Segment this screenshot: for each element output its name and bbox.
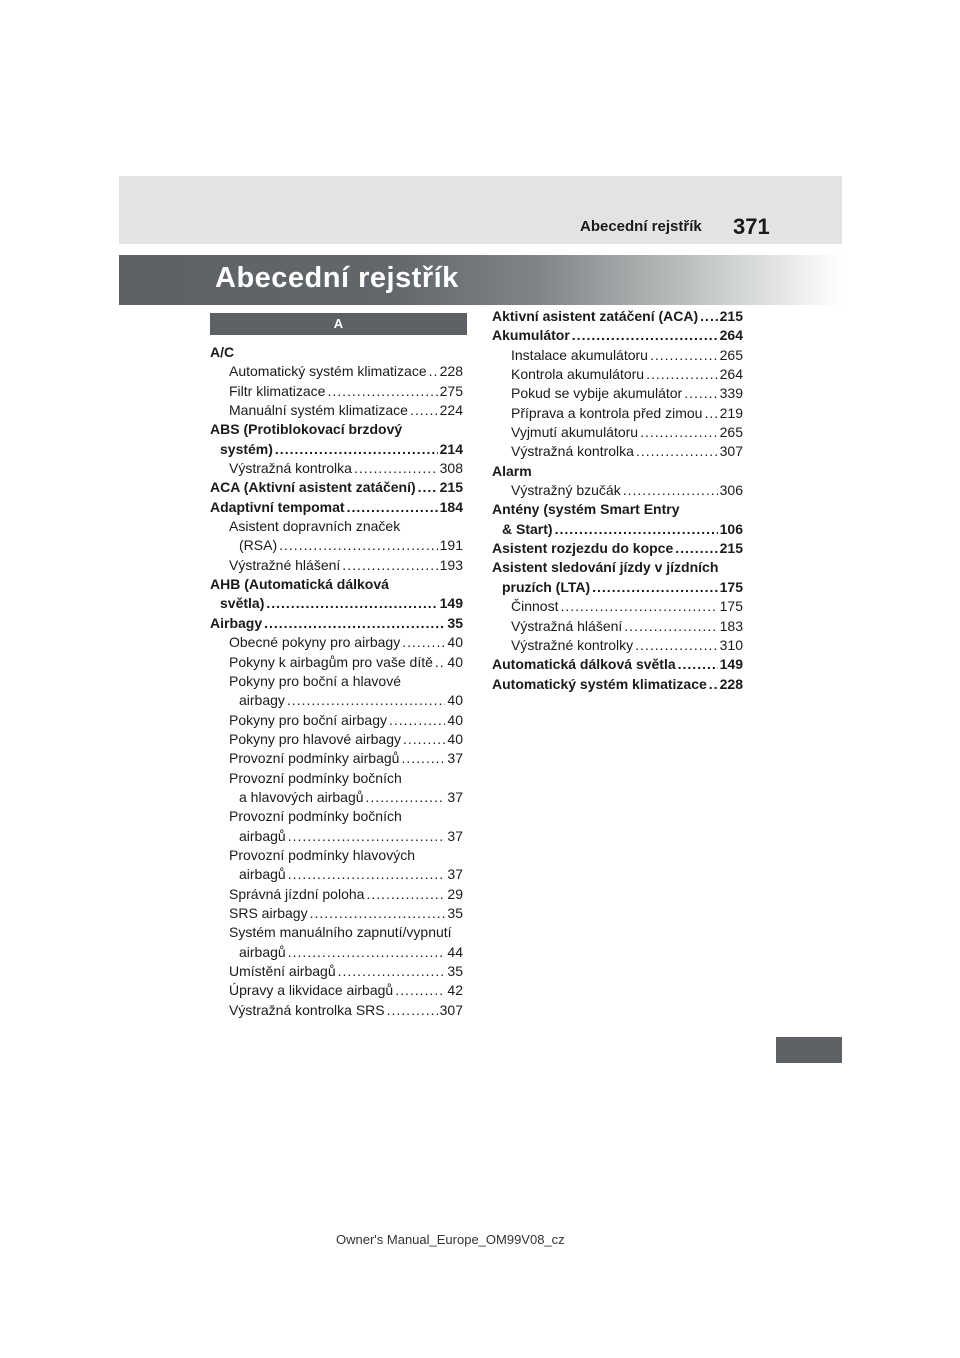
index-entry	[210, 459, 463, 478]
index-entry-page: 44	[447, 943, 463, 960]
index-entry-line	[229, 749, 463, 768]
index-entry-page: 215	[439, 479, 463, 496]
index-entry-term: Provozní podmínky bočních	[229, 769, 402, 786]
dot-leader	[366, 885, 445, 904]
index-entry-page: 35	[447, 963, 463, 979]
index-entry-line	[511, 423, 743, 442]
index-entry-line	[229, 459, 463, 478]
index-entry-term: A/C	[210, 344, 235, 360]
index-entry-page: 40	[447, 634, 463, 651]
index-entry-page: 308	[439, 460, 463, 477]
index-entry-line	[229, 1001, 463, 1020]
dot-leader	[401, 749, 445, 768]
index-entry-term: & Start)	[502, 520, 553, 537]
index-entry-term: Pokyny pro boční airbagy	[229, 711, 387, 728]
index-entry-line	[229, 536, 463, 555]
index-entry-term: Pokyny pro boční a hlavové	[229, 672, 401, 689]
index-entry-line	[229, 962, 463, 981]
index-entry-line	[229, 943, 463, 962]
index-entry-term: Výstražné hlášení	[229, 556, 341, 573]
index-entry-term: Provozní podmínky bočních	[229, 808, 402, 825]
index-entry-term: airbagů	[239, 943, 286, 960]
dot-leader	[435, 653, 446, 672]
index-entry	[210, 343, 463, 362]
dot-leader	[275, 440, 438, 459]
index-entry	[210, 769, 463, 808]
dot-leader	[266, 594, 437, 613]
index-entry-term: airbagů	[239, 827, 286, 844]
index-entry-line	[229, 691, 463, 710]
dot-leader	[310, 904, 446, 923]
index-entry	[210, 846, 463, 885]
index-entry-term: Výstražná kontrolka SRS	[229, 1001, 385, 1018]
index-entry-line	[229, 711, 463, 730]
index-entry-page: 228	[719, 675, 743, 692]
index-entry-term: Instalace akumulátoru	[511, 346, 648, 363]
dot-leader	[287, 691, 446, 710]
index-entry-page: 310	[719, 636, 743, 653]
index-entry-page: 184	[439, 498, 463, 515]
index-entry-page: 191	[439, 537, 463, 554]
index-entry-term: Adaptivní tempomat	[210, 498, 345, 515]
index-entry-page: 149	[439, 595, 463, 612]
dot-leader	[288, 943, 446, 962]
index-entry	[492, 539, 743, 558]
index-entry	[492, 636, 743, 655]
dot-leader	[288, 827, 446, 846]
index-entry-line	[229, 904, 463, 923]
index-entry-line	[492, 520, 743, 539]
index-entry	[210, 517, 463, 556]
index-entry	[210, 904, 463, 923]
dot-leader	[678, 655, 718, 674]
index-entry-page: 40	[447, 730, 463, 747]
index-entry-page: 265	[719, 424, 743, 441]
index-entry	[210, 633, 463, 652]
index-entry-page: 215	[719, 540, 743, 557]
index-entry-term: Alarm	[492, 462, 532, 479]
index-entry-line	[229, 865, 463, 884]
index-entry-line	[229, 401, 463, 420]
index-entry-page: 40	[447, 711, 463, 728]
page-number: 371	[733, 214, 770, 239]
index-entry-term: Pokyny k airbagům pro vaše dítě	[229, 653, 433, 670]
index-entry-term: Filtr klimatizace	[229, 382, 326, 399]
dot-leader	[592, 578, 718, 597]
index-entry-page: 37	[447, 827, 463, 844]
index-entry-line	[511, 442, 743, 461]
index-entry-term: Aktivní asistent zatáčení (ACA)	[492, 308, 699, 324]
index-entry	[492, 675, 743, 694]
dot-leader	[700, 307, 717, 326]
dot-leader	[403, 730, 445, 749]
dot-leader	[624, 617, 717, 636]
index-entry-term: (RSA)	[239, 537, 278, 554]
index-entry-line	[210, 440, 463, 459]
index-entry-page: 37	[447, 788, 463, 805]
index-entry	[210, 711, 463, 730]
index-entry-term: Výstražné kontrolky	[511, 636, 634, 653]
index-entry-term: Akumulátor	[492, 327, 570, 344]
index-entry-line	[492, 655, 743, 674]
dot-leader	[354, 459, 438, 478]
index-entry-page: 306	[719, 482, 743, 499]
index-entry-term: Činnost	[511, 598, 559, 615]
index-entry-term: SRS airbagy	[229, 904, 308, 921]
index-entry-term: Úpravy a likvidace airbagů	[229, 982, 394, 999]
index-entry-line	[492, 539, 743, 558]
index-entry	[492, 346, 743, 365]
page-title: Abecední rejstřík	[215, 262, 459, 294]
section-letter-bar: A	[210, 313, 467, 335]
footer-text: Owner's Manual_Europe_OM99V08_cz	[336, 1232, 565, 1247]
header-section-title: Abecední rejstřík	[580, 218, 702, 235]
index-entry-line	[210, 614, 463, 633]
index-entry	[492, 384, 743, 403]
index-entry-line	[229, 788, 463, 807]
index-entry-page: 264	[719, 366, 743, 383]
index-entry-page: 275	[439, 382, 463, 399]
index-entry-term: Výstražná hlášení	[511, 617, 623, 634]
index-entry-page: 29	[447, 885, 463, 902]
index-entry-term: Automatická dálková světla	[492, 656, 676, 673]
index-entry	[210, 478, 463, 497]
index-entry	[492, 617, 743, 636]
dot-leader	[347, 498, 438, 517]
index-entry-line	[492, 578, 743, 597]
index-entry-page: 35	[447, 614, 463, 631]
index-entry	[492, 442, 743, 461]
dot-leader	[635, 636, 717, 655]
dot-leader	[402, 633, 445, 652]
dot-leader	[646, 365, 718, 384]
index-entry	[492, 481, 743, 500]
dot-leader	[684, 384, 717, 403]
dot-leader	[366, 788, 446, 807]
index-entry-page: 307	[439, 1001, 463, 1018]
index-entry-page: 175	[719, 598, 743, 615]
index-entry-term: Manuální systém klimatizace	[229, 402, 408, 419]
index-entry-term: Systém manuálního zapnutí/vypnutí	[229, 924, 452, 941]
index-entry-line	[492, 675, 743, 694]
index-entry-page: 215	[719, 308, 743, 324]
dot-leader	[429, 362, 438, 381]
index-entry-line	[229, 885, 463, 904]
index-entry-line	[229, 827, 463, 846]
index-entry-term: airbagů	[239, 866, 286, 883]
index-entry	[210, 653, 463, 672]
index-entry	[210, 962, 463, 981]
index-entry-page: 35	[447, 904, 463, 921]
index-entry-term: Příprava a kontrola před zimou	[511, 404, 703, 421]
index-entry-page: 183	[719, 617, 743, 634]
index-entry-page: 339	[719, 385, 743, 402]
index-entry	[210, 420, 463, 459]
index-entry-page: 193	[439, 556, 463, 573]
index-entry-line	[210, 478, 463, 497]
index-entry	[210, 1001, 463, 1020]
index-entry-term: Vyjmutí akumulátoru	[511, 424, 639, 441]
index-entry-line	[210, 594, 463, 613]
index-entry-term: ABS (Protiblokovací brzdový	[210, 421, 403, 438]
index-entry-term: Obecné pokyny pro airbagy	[229, 634, 401, 651]
dot-leader	[338, 962, 446, 981]
index-entry	[210, 981, 463, 1000]
dot-leader	[418, 478, 438, 497]
index-entry-line	[492, 326, 743, 345]
index-entry	[210, 498, 463, 517]
index-entry	[492, 655, 743, 674]
index-entry-line	[229, 362, 463, 381]
index-entry-term: Výstražný bzučák	[511, 482, 621, 499]
index-entry	[492, 326, 743, 345]
index-entry-line	[511, 617, 743, 636]
index-entry	[210, 362, 463, 381]
index-entry	[210, 923, 463, 962]
dot-leader	[279, 536, 438, 555]
index-entry-page: 40	[447, 653, 463, 670]
index-entry	[210, 885, 463, 904]
dot-leader	[327, 382, 437, 401]
index-entry	[210, 401, 463, 420]
dot-leader	[675, 539, 717, 558]
index-entry	[210, 614, 463, 633]
index-entry	[492, 404, 743, 423]
index-entry-line	[229, 653, 463, 672]
index-entry	[210, 807, 463, 846]
index-entry-term: Správná jízdní poloha	[229, 885, 365, 902]
dot-leader	[555, 520, 718, 539]
index-entry-term: Asistent sledování jízdy v jízdních	[492, 559, 719, 576]
index-entry-term: Provozní podmínky airbagů	[229, 750, 400, 767]
index-entry-line	[229, 556, 463, 575]
dot-leader	[640, 423, 718, 442]
index-entry-term: Automatický systém klimatizace	[229, 363, 427, 380]
dot-leader	[650, 346, 718, 365]
index-entry-term: Provozní podmínky hlavových	[229, 846, 415, 863]
dot-leader	[636, 442, 718, 461]
index-entry-page: 37	[447, 866, 463, 883]
index-entry-line	[229, 981, 463, 1000]
index-entry-term: pruzích (LTA)	[502, 578, 591, 595]
dot-leader	[389, 711, 445, 730]
index-entry-page: 228	[439, 363, 463, 380]
index-entry-term: Kontrola akumulátoru	[511, 366, 645, 383]
index-entry	[210, 382, 463, 401]
index-entry-page: 106	[719, 520, 743, 537]
index-entry-term: Airbagy	[210, 614, 263, 631]
index-entry-term: Výstražná kontrolka	[229, 460, 352, 477]
index-entry-line	[511, 346, 743, 365]
index-entry-line	[511, 481, 743, 500]
index-entry	[492, 423, 743, 442]
dot-leader	[623, 481, 718, 500]
dot-leader	[572, 326, 718, 345]
index-entry-page: 42	[447, 982, 463, 999]
index-entry	[210, 556, 463, 575]
index-entry-page: 264	[719, 327, 743, 344]
index-entry-term: světla)	[220, 595, 265, 612]
index-entry-term: a hlavových airbagů	[239, 788, 364, 805]
index-entry	[492, 365, 743, 384]
side-tab	[776, 1037, 842, 1063]
index-entry-term: airbagy	[239, 692, 285, 709]
index-entry-term: Výstražná kontrolka	[511, 443, 634, 460]
dot-leader	[709, 675, 718, 694]
index-entry-term: Asistent rozjezdu do kopce	[492, 540, 674, 557]
index-entry-page: 265	[719, 346, 743, 363]
index-entry-page: 219	[719, 404, 743, 421]
dot-leader	[342, 556, 437, 575]
dot-leader	[264, 614, 445, 633]
dot-leader	[560, 597, 717, 616]
index-entry-term: AHB (Automatická dálková	[210, 576, 389, 593]
index-entry-page: 149	[719, 656, 743, 673]
index-entry-page: 40	[447, 692, 463, 709]
index-entry	[492, 462, 743, 481]
index-entry-page: 37	[447, 750, 463, 767]
index-entry	[492, 500, 743, 539]
dot-leader	[395, 981, 445, 1000]
index-entry-line	[511, 636, 743, 655]
index-entry-term: Asistent dopravních značek	[229, 518, 401, 535]
dot-leader	[410, 401, 438, 420]
index-entry-page: 307	[719, 443, 743, 460]
index-entry	[210, 749, 463, 768]
dot-leader	[288, 865, 446, 884]
index-entry	[210, 730, 463, 749]
index-entry	[210, 575, 463, 614]
dot-leader	[387, 1001, 438, 1020]
index-entry-line	[511, 384, 743, 403]
index-entry	[210, 672, 463, 711]
index-column-right	[492, 307, 743, 694]
index-entry-line	[492, 307, 743, 326]
index-entry	[492, 307, 743, 326]
index-entry-page: 214	[439, 440, 463, 457]
index-entry-line	[511, 597, 743, 616]
index-entry-line	[229, 382, 463, 401]
index-entry	[492, 558, 743, 597]
index-column-left	[210, 343, 463, 1020]
index-entry-line	[511, 404, 743, 423]
index-entry-term: Umístění airbagů	[229, 963, 336, 979]
index-entry	[492, 597, 743, 616]
index-entry-line	[229, 633, 463, 652]
index-entry-term: Pokyny pro hlavové airbagy	[229, 730, 401, 747]
index-entry-term: Automatický systém klimatizace	[492, 675, 707, 692]
index-entry-term: ACA (Aktivní asistent zatáčení)	[210, 479, 416, 496]
index-entry-term: Pokud se vybije akumulátor	[511, 385, 683, 402]
index-entry-page: 175	[719, 578, 743, 595]
index-entry-line	[511, 365, 743, 384]
dot-leader	[704, 404, 717, 423]
index-entry-line	[229, 730, 463, 749]
index-entry-page: 224	[439, 402, 463, 419]
index-entry-term: systém)	[220, 440, 273, 457]
index-entry-term: Antény (systém Smart Entry	[492, 501, 680, 518]
index-entry-line	[210, 498, 463, 517]
